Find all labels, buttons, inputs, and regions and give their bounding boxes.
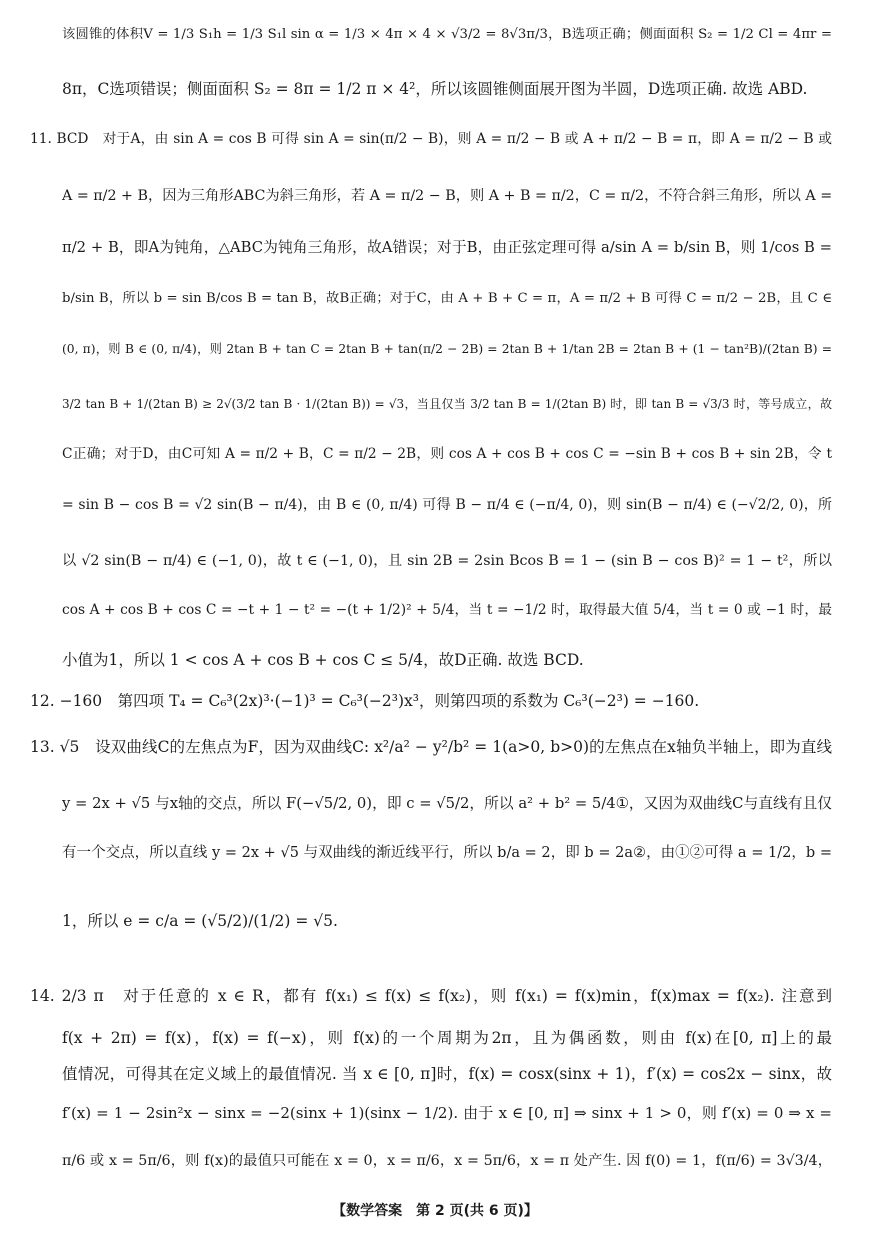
text-line: C正确；对于D，由C可知 A = π/2 + B，C = π/2 − 2B，则 cos A + cos B + cos C = −sin B + cos B + sin 2B，令 t [62, 446, 832, 462]
text-line: 3/2 tan B + 1/(2tan B) ≥ 2√(3/2 tan B · 1/(2tan B)) = √3，当且仅当 3/2 tan B = 1/(2tan B) 时，即 tan B = √3/3 时，等号成立，故 [62, 397, 832, 411]
text-line: 8π，C选项错误；侧面面积 S₂ = 8π = 1/2 π × 4²，所以该圆锥侧面展开图为半圆，D选项正确. 故选 ABD. [62, 80, 808, 98]
text-line: (0, π)，则 B ∈ (0, π/4)，则 2tan B + tan C = 2tan B + tan(π/2 − 2B) = 2tan B + 1/tan 2B = 2tan B + (1 − tan²B)/(2tan B) = [62, 342, 832, 356]
text-line: π/6 或 x = 5π/6，则 f(x)的最值只可能在 x = 0，x = π/6，x = 5π/6，x = π 处产生. 因 f(0) = 1，f(π/6) = 3√3/4， [62, 1153, 832, 1169]
answer-14-heading: 14. 2/3 π 对于任意的 x ∈ R，都有 f(x₁) ≤ f(x) ≤ f(x₂)，则 f(x₁) = f(x)min，f(x)max = f(x₂). 注意到 [30, 987, 832, 1005]
text-line: A = π/2 + B，因为三角形ABC为斜三角形，若 A = π/2 − B，则 A + B = π/2，C = π/2，不符合斜三角形，所以 A = [62, 188, 833, 204]
answer-13-heading: 13. √5 设双曲线C的左焦点为F，因为双曲线C: x²/a² − y²/b² = 1(a>0, b>0)的左焦点在x轴负半轴上，即为直线 [30, 738, 832, 756]
text-line: 以 √2 sin(B − π/4) ∈ (−1, 0)，故 t ∈ (−1, 0)，且 sin 2B = 2sin Bcos B = 1 − (sin B − cos B)² = 1 − t²，所以 [62, 553, 832, 569]
text-line: y = 2x + √5 与x轴的交点，所以 F(−√5/2, 0)，即 c = √5/2，所以 a² + b² = 5/4①，又因为双曲线C与直线有且仅 [62, 795, 832, 812]
text-line: π/2 + B，即A为钝角，△ABC为钝角三角形，故A错误；对于B，由正弦定理可得 a/sin A = b/sin B，则 1/cos B = [62, 239, 832, 256]
text-line: 小值为1，所以 1 < cos A + cos B + cos C ≤ 5/4，故D正确. 故选 BCD. [62, 651, 584, 669]
answer-12-heading: 12. −160 第四项 T₄ = C₆³(2x)³·(−1)³ = C₆³(−2³)x³，则第四项的系数为 C₆³(−2³) = −160. [30, 692, 700, 710]
text-line: f(x + 2π) = f(x)，f(x) = f(−x)，则 f(x)的一个周期为2π，且为偶函数，则由 f(x)在[0, π]上的最 [62, 1029, 832, 1047]
text-line: b/sin B，所以 b = sin B/cos B = tan B，故B正确；对于C，由 A + B + C = π，A = π/2 + B 可得 C = π/2 − 2B，且 C ∈ [62, 291, 832, 306]
text-line: cos A + cos B + cos C = −t + 1 − t² = −(t + 1/2)² + 5/4，当 t = −1/2 时，取得最大值 5/4，当 t = 0 或 −1 时，最 [62, 602, 832, 618]
text-line: 该圆锥的体积V = 1/3 S₁h = 1/3 S₁l sin α = 1/3 × 4π × 4 × √3/2 = 8√3π/3，B选项正确；侧面面积 S₂ = 1/2 Cl = 4πr = [62, 27, 832, 42]
text-line: 值情况，可得其在定义域上的最值情况. 当 x ∈ [0, π]时，f(x) = cosx(sinx + 1)，f′(x) = cos2x − sinx，故 [62, 1065, 832, 1083]
answer-11-heading: 11. BCD 对于A，由 sin A = cos B 可得 sin A = sin(π/2 − B)，则 A = π/2 − B 或 A + π/2 − B = π，即 A = π/2 − B 或 [30, 131, 832, 147]
text-line: = sin B − cos B = √2 sin(B − π/4)，由 B ∈ (0, π/4) 可得 B − π/4 ∈ (−π/4, 0)，则 sin(B − π/4) ∈ (−√2/2, 0)，所 [62, 497, 832, 513]
text-line: f′(x) = 1 − 2sin²x − sinx = −2(sinx + 1)(sinx − 1/2). 由于 x ∈ [0, π] ⇒ sinx + 1 > 0，则 f′(x) = 0 ⇒ x = [62, 1104, 832, 1122]
page-footer: 【数学答案 第 2 页(共 6 页)】 [332, 1203, 538, 1219]
text-line: 1，所以 e = c/a = (√5/2)/(1/2) = √5. [62, 912, 338, 930]
text-line: 有一个交点，所以直线 y = 2x + √5 与双曲线的渐近线平行，所以 b/a = 2，即 b = 2a②，由①②可得 a = 1/2，b = [62, 845, 832, 861]
